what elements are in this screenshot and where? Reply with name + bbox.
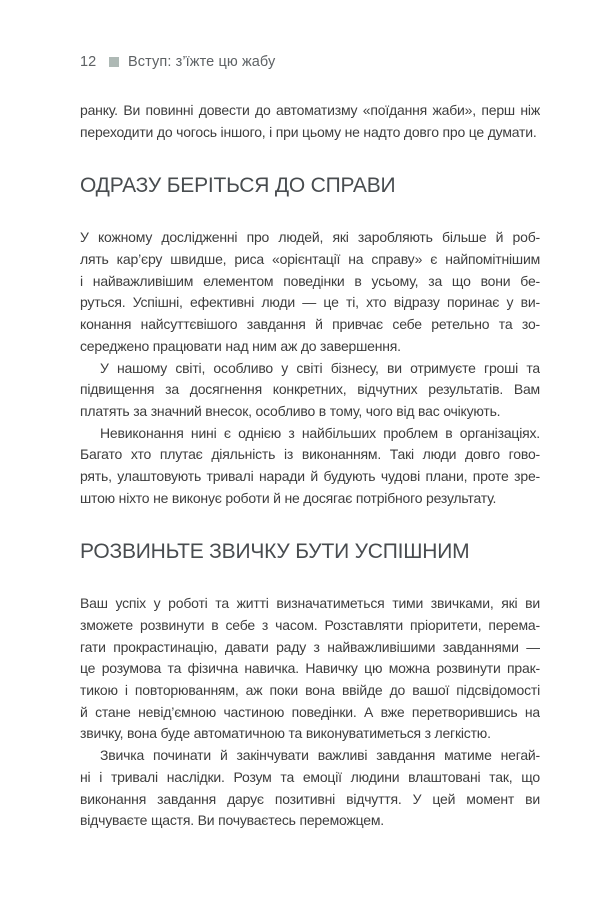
text-line: рять, улаштовують тривалі наради й будують чудові плани, проте зре- bbox=[80, 467, 540, 484]
text-line: У кожному дослідженні про людей, які заробляють більше й роб- bbox=[80, 229, 540, 246]
text-line: гати прокрастинацію, давати раду з найважливішими завданнями — bbox=[80, 638, 540, 655]
paragraph bbox=[80, 423, 540, 510]
paragraph bbox=[80, 745, 540, 832]
text-line: й стане невід’ємною частиною поведінки. А вже перетворившись на bbox=[80, 703, 540, 720]
text-line: Ваш успіх у роботі та житті визначатиметься тими звичками, які ви bbox=[80, 595, 540, 612]
text-line: зможете розвинути в себе з часом. Розставляти пріоритети, перема- bbox=[80, 617, 540, 633]
text-line: руться. Успішні, ефективні люди — це ті, хто відразу поринає у ви- bbox=[80, 294, 540, 311]
paragraph bbox=[80, 358, 540, 423]
text-line: переходити до чогось іншого, і при цьому не надто довго про це думати. bbox=[80, 123, 537, 140]
text-line: Багато хто плутає діяльність із виконанням. Такі люди довго гово- bbox=[80, 446, 540, 463]
text-line: У нашому світі, особливо у світі бізнесу, ви отримуєте гроші та bbox=[100, 359, 540, 376]
text-line: штою ніхто не виконує роботи й не досягає потрібного результату. bbox=[80, 489, 497, 506]
text-line: ранку. Ви повинні довести до автоматизму «поїдання жаби», перш ніж bbox=[80, 102, 540, 118]
text-line: Звичка починати й закінчувати важливі завдання матиме негай- bbox=[100, 747, 540, 764]
text-line: середжено працювати над ним аж до завершення. bbox=[80, 337, 401, 354]
running-header-title: Вступ: з’їжте цю жабу bbox=[128, 54, 276, 70]
text-line: відчуваєте щастя. Ви почуваєтесь переможцем. bbox=[80, 812, 384, 829]
page-body bbox=[80, 100, 540, 832]
header-square-bullet-icon bbox=[109, 57, 119, 67]
text-line: підвищення за досягнення конкретних, відчутних результатів. Вам bbox=[80, 381, 540, 398]
text-line: Невиконання нині є однією з найбільших проблем в організаціях. bbox=[100, 424, 540, 441]
text-line: це розумова та фізична навичка. Навичку цю можна розвинути прак- bbox=[80, 660, 540, 677]
paragraph bbox=[80, 227, 540, 357]
text-line: ні і тривалі наслідки. Розум та емоції людини влаштовані так, що bbox=[80, 768, 540, 785]
page-number: 12 bbox=[80, 54, 97, 70]
text-line: лять кар’єру швидше, риса «орієнтації на справу» є найпомітнішим bbox=[80, 251, 540, 268]
text-line: і найважливішим елементом поведінки в усьому, за що вони бе- bbox=[80, 272, 540, 289]
paragraph bbox=[80, 100, 540, 143]
text-line: виконання завдання дарує позитивні відчуття. У цей момент ви bbox=[80, 790, 540, 807]
text-line: тикою і повторюванням, аж поки вона ввійде до вашої підсвідомості bbox=[80, 682, 540, 699]
text-line: звичку, вона буде автоматичною та виконуватиметься з легкістю. bbox=[80, 725, 491, 742]
running-header bbox=[80, 53, 540, 71]
section-heading: ОДРАЗУ БЕРІТЬСЯ ДО СПРАВИ bbox=[80, 174, 396, 198]
section-heading: РОЗВИНЬТЕ ЗВИЧКУ БУТИ УСПІШНИМ bbox=[80, 540, 470, 564]
paragraph bbox=[80, 593, 540, 745]
text-line: платять за значний внесок, особливо в тому, чого від вас очікують. bbox=[80, 402, 501, 419]
text-line: конання найсуттєвішого завдання й привчає себе ретельно та зо- bbox=[80, 316, 540, 333]
